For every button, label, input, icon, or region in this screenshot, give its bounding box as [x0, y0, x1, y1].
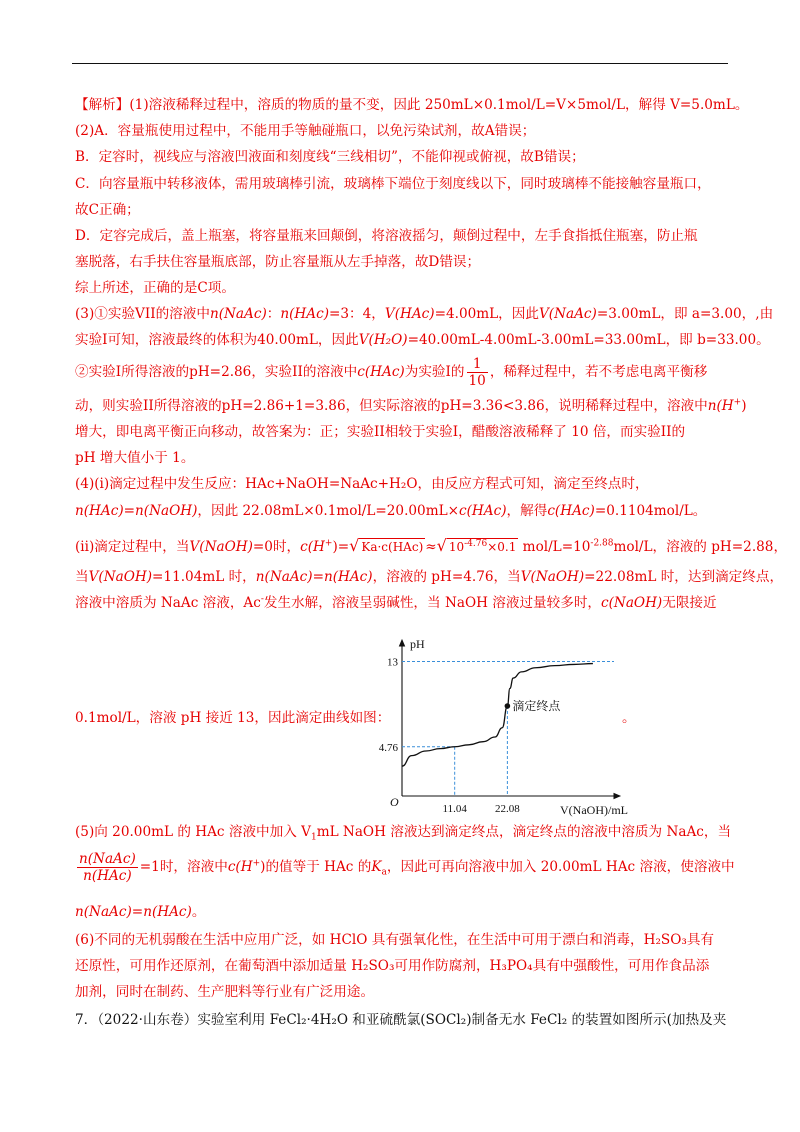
text-line: (5)向 20.00mL 的 HAc 溶液中加入 $V_1mL$ NaOH 溶液达到滴定终点，滴定终点的溶液中溶质为 NaAc，当	[75, 824, 732, 843]
y-tick-label: 4.76	[378, 741, 398, 754]
text-line: 故C正确；	[75, 202, 140, 218]
x-tick-label: 22.08	[495, 803, 520, 815]
text-line: 塞脱落，右手扶住容量瓶底部，防止容量瓶从左手掉落，故D错误；	[75, 254, 481, 270]
endpoint-marker	[505, 703, 511, 709]
origin-label: O	[390, 795, 399, 809]
text-line: 增大，即电离平衡正向移动，故答案为：正；实验II相较于实验I，醋酸溶液稀释了 10 倍，而实验II的	[75, 424, 686, 440]
text-line: 动，则实验II所得溶液的pH=2.86+1=3.86，但实际溶液的pH=3.36<3.86，说明稀释过程中，溶液中n(H+)	[75, 397, 747, 414]
text-line: B．定容时，视线应与溶液凹液面和刻度线“三线相切”，不能仰视或俯视，故B错误；	[75, 149, 585, 165]
y-axis-label: pH	[410, 637, 425, 651]
text-line: D．定容完成后，盖上瓶塞，将容量瓶来回颠倒，将溶液摇匀，颠倒过程中，左手食指抵住瓶塞，防止瓶	[75, 228, 698, 244]
endpoint-label: 滴定终点	[512, 699, 561, 713]
x-tick-label: 11.04	[442, 803, 467, 815]
text-line: 当V(NaOH)=11.04mL 时，n(NaAc)=n(HAc)，溶液的 pH=4.76，当V(NaOH)=22.08mL 时，达到滴定终点，	[75, 569, 784, 585]
text-line: n(HAc)=n(NaOH)，因此 22.08mL×0.1mol/L=20.00mL×c(HAc)，解得c(HAc)=0.1104mol/L。	[75, 503, 707, 519]
text-line: ②实验I所得溶液的pH=2.86，实验II的溶液中c(HAc)为实验I的 $\frac{1}{10}$ ，稀释过程中，若不考虑电离平衡移	[75, 356, 708, 389]
text-line: 0.1mol/L，溶液 pH 接近 13，因此滴定曲线如图：	[75, 710, 391, 726]
text-line: $\frac{\text{n(NaAc)}}{\text{n(HAc)}}$ =1时，溶液中c(H+)的值等于 HAc 的$K_a$，因此可再向溶液中加入 20.00mL HAc 溶液，使溶液中	[79, 851, 735, 884]
text-line: n(NaAc)=n(HAc)。	[75, 904, 206, 920]
question-7-line: 7．（2022·山东卷）实验室利用 FeCl₂·4H₂O 和亚硫酰氯(SOCl₂)制备无水 FeCl₂ 的装置如图所示(加热及夹	[75, 1012, 727, 1028]
text-line: (4)(i)滴定过程中发生反应：HAc+NaOH=NaAc+H₂O，由反应方程式可知，滴定至终点时，	[75, 476, 649, 492]
header-rule	[72, 63, 728, 64]
x-axis-label: V(NaOH)/mL	[560, 803, 628, 817]
text-line: (3)①实验VII的溶液中n(NaAc)：n(HAc)=3：4，V(HAc)=4.00mL，因此V(NaAc)=3.00mL，即 a=3.00，,由	[75, 306, 774, 322]
text-line: 综上所述，正确的是C项。	[75, 280, 235, 296]
text-line: C．向容量瓶中转移液体，需用玻璃棒引流，玻璃棒下端位于刻度线以下，同时玻璃棒不能接触容量瓶口，	[75, 176, 711, 192]
text-line: 还原性，可用作还原剂，在葡萄酒中添加适量 H₂SO₃可用作防腐剂，H₃PO₄具有中强酸性，可用作食品添	[75, 958, 710, 974]
text-line: 溶液中溶质为 NaAc 溶液，Ac-发生水解，溶液呈弱碱性，当 NaOH 溶液过量较多时，c(NaOH)无限接近	[75, 594, 717, 611]
fraction: $\frac{\text{n(NaAc)}}{\text{n(HAc)}}$	[79, 851, 136, 884]
sqrt-expression: Ka·c(HAc)	[361, 540, 424, 554]
fraction: $\frac{1}{10}$	[468, 356, 486, 389]
y-tick-label: 13	[387, 656, 398, 669]
titration-chart	[372, 636, 630, 836]
titration-curve	[402, 664, 593, 767]
sqrt-expression: $10^{-4.76}\times 0.1$	[448, 539, 517, 554]
text-line: 。	[622, 710, 636, 726]
text-line: 实验I可知，溶液最终的体积为40.00mL，因此V(H₂O)=40.00mL-4.00mL-3.00mL=33.00mL，即 b=33.00。	[75, 332, 770, 348]
text-line: 加剂，同时在制药、生产肥料等行业有广泛用途。	[75, 984, 375, 1000]
text-line: (ii)滴定过程中，当V(NaOH)=0时，c(H+)=√ Ka·c(HAc) ≈√ $10^{-4.76}\times 0.1$ mol/$L=10^{-2.88}mol/L$，溶液的 pH=2.88，	[75, 536, 788, 555]
text-line: pH 增大值小于 1。	[75, 450, 195, 466]
text-line: (6)不同的无机弱酸在生活中应用广泛，如 HClO 具有强氧化性，在生活中可用于漂白和消毒，H₂SO₃具有	[75, 932, 715, 948]
text-line: (2)A．容量瓶使用过程中，不能用手等触碰瓶口，以免污染试剂，故A错误；	[75, 123, 536, 139]
text-line: 【解析】(1)溶液稀释过程中，溶质的物质的量不变，因此 250mL×0.1mol/L=V×5mol/L，解得 V=5.0mL。	[75, 97, 749, 113]
